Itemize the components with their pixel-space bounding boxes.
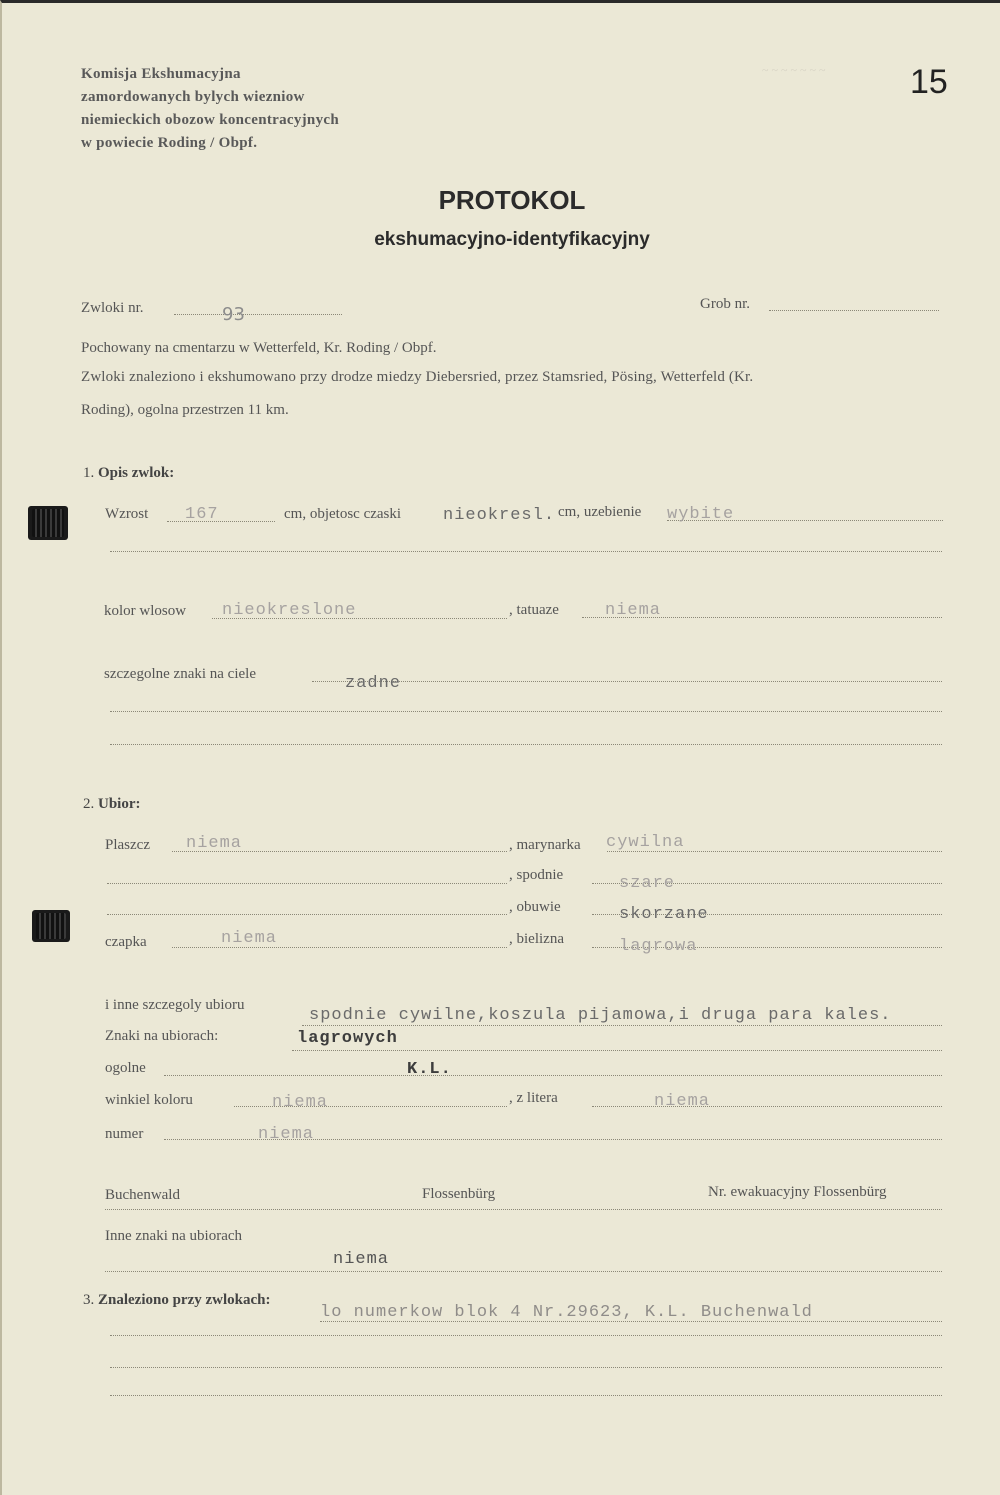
uzebienie-value: wybite (667, 505, 735, 524)
tatuaze-value: niema (605, 601, 662, 620)
header-line-2: zamordowanych bylych wiezniow (81, 89, 305, 105)
header-line-1: Komisja Ekshumacyjna (81, 66, 241, 82)
czapka-label: czapka (105, 934, 147, 950)
section-3-value: lo numerkow blok 4 Nr.29623, K.L. Buchenwald (320, 1303, 813, 1322)
litera-label: , z litera (509, 1090, 558, 1106)
obuwie-label: , obuwie (509, 899, 561, 915)
inne-szczegoly-label: i inne szczegoly ubioru (105, 997, 245, 1013)
wzrost-label: Wzrost (105, 506, 149, 522)
section-1-number: 1. (83, 465, 95, 481)
header-line-3: niemieckich obozow koncentracyjnych (81, 112, 339, 128)
obuwie-value: skorzane (619, 905, 709, 924)
znaleziono-text-2: Roding), ogolna przestrzen 11 km. (81, 402, 289, 418)
bleed-through-text: ~ ~ ~ ~ ~ ~ ~ (762, 63, 826, 77)
document-title: PROTOKOL (438, 185, 586, 215)
inne-znaki-label: Inne znaki na ubiorach (105, 1228, 243, 1244)
litera-value: niema (654, 1092, 711, 1111)
section-2-title: Ubior: (98, 796, 141, 812)
uzebienie-label: cm, uzebienie (558, 504, 642, 520)
section-3-heading (83, 1292, 271, 1309)
winkiel-label: winkiel koloru (105, 1092, 193, 1108)
numer-label: numer (105, 1126, 144, 1142)
znaki-ubior-value: lagrowych (297, 1029, 398, 1048)
znaki-cialo-value: zadne (345, 674, 402, 693)
inne-szczegoly-value: spodnie cywilne,koszula pijamowa,i druga para kales. (309, 1006, 892, 1025)
inne-znaki-value: niema (333, 1250, 390, 1269)
znaki-ubior-label: Znaki na ubiorach: (105, 1028, 219, 1044)
wzrost-value: 167 (185, 505, 219, 524)
binder-hole-bottom (32, 910, 70, 942)
document-subtitle: ekshumacyjno-identyfikacyjny (374, 229, 650, 250)
section-3-title: Znaleziono przy zwlokach: (98, 1292, 271, 1308)
section-2-number: 2. (83, 796, 95, 812)
plaszcz-label: Plaszcz (105, 837, 150, 853)
znaleziono-text-1: Zwloki znaleziono i ekshumowano przy drodze miedzy Diebersried, przez Stamsried, Pösing, Wetterfeld (Kr. (81, 369, 754, 385)
spodnie-label: , spodnie (509, 867, 564, 883)
flossenburg-label: Flossenbürg (422, 1186, 496, 1202)
section-1-title: Opis zwlok: (98, 465, 175, 481)
winkiel-value: niema (272, 1093, 329, 1112)
bielizna-value: lagrowa (619, 937, 698, 956)
plaszcz-value: niema (186, 834, 243, 853)
zwloki-label: Zwloki nr. (81, 300, 144, 316)
wlosy-label: kolor wlosow (104, 603, 187, 619)
grob-label: Grob nr. (700, 296, 750, 312)
buchenwald-label: Buchenwald (105, 1187, 180, 1203)
czaski-label: cm, objetosc czaski (284, 506, 402, 522)
marynarka-value: cywilna (606, 833, 685, 852)
pochowany-text: Pochowany na cmentarzu w Wetterfeld, Kr. Roding / Obpf. (81, 340, 437, 356)
ewakuacyjny-label: Nr. ewakuacyjny Flossenbürg (708, 1184, 887, 1200)
bielizna-label: , bielizna (509, 931, 564, 947)
znaki-cialo-label: szczegolne znaki na ciele (104, 666, 256, 682)
zwloki-value: 93 (222, 304, 245, 325)
czaski-value: nieokresl. (443, 506, 556, 525)
ogolne-value: K.L. (407, 1060, 452, 1079)
binder-hole-top (28, 506, 68, 540)
section-2-heading (83, 796, 141, 813)
spodnie-value: szare (619, 874, 676, 893)
section-3-number: 3. (83, 1292, 95, 1308)
ogolne-label: ogolne (105, 1060, 146, 1076)
numer-value: niema (258, 1125, 315, 1144)
czapka-value: niema (221, 929, 278, 948)
wlosy-value: nieokreslone (222, 601, 357, 620)
header-line-4: w powiecie Roding / Obpf. (81, 135, 258, 151)
page-number: 15 (910, 63, 948, 101)
marynarka-label: , marynarka (509, 837, 581, 853)
section-1-heading (83, 465, 174, 482)
tatuaze-label: , tatuaze (509, 602, 559, 618)
